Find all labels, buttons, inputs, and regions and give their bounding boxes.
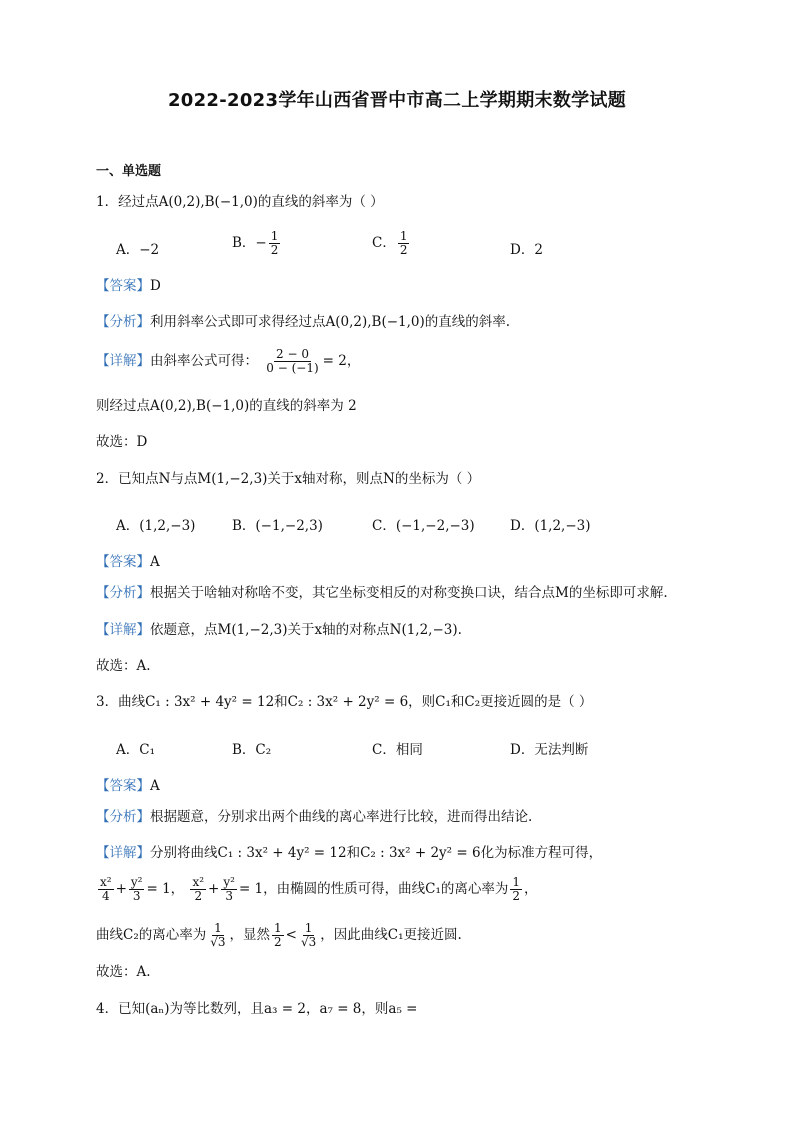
q3-detail-2: $\frac{\text{x²}}{4}$ + $\frac{\text{y²}}{3}$ = 1， $\frac{\text{x²}}{2}$ + $\frac{\text{y²}}{3}$ = 1，由椭圆的性质可得，曲线C₁的离心率为 $\frac{1}{2}$ ，	[100, 875, 538, 903]
q3-answer: 【答案】A	[96, 778, 160, 794]
q1-choose: 故选：D	[96, 434, 148, 450]
q2-option-c: C．(−1,−2,−3)	[372, 518, 475, 534]
q2-option-d: D．(1,2,−3)	[510, 518, 591, 534]
q1-option-a: A．−2	[116, 242, 160, 258]
q2-choose: 故选：A.	[96, 658, 151, 674]
q3-detail-3: 曲线C₂的离心率为 $\frac{1}{√3}$ ，显然 $\frac{1}{2}$ < $\frac{1}{√3}$ ，因此曲线C₁更接近圆.	[96, 921, 462, 949]
question-3-stem: 3．曲线C₁ : 3x² + 4y² = 12和C₂ : 3x² + 2y² = 6，则C₁和C₂更接近圆的是（ ）	[96, 694, 593, 710]
q1-answer: 【答案】D	[96, 278, 161, 294]
q1-option-d: D．2	[510, 242, 543, 258]
section-heading: 一、单选题	[96, 164, 162, 179]
q1-detail: 【详解】由斜率公式可得： $\frac{2 - 0}{0 - (-1)}$ = 2，	[96, 347, 361, 375]
question-2-stem: 2．已知点N与点M(1,−2,3)关于x轴对称，则点N的坐标为（ ）	[96, 471, 481, 487]
q1-option-b: B．− $\frac{1}{2}$	[232, 229, 279, 257]
q2-option-a: A．(1,2,−3)	[116, 518, 196, 534]
q2-analysis: 【分析】根据关于啥轴对称啥不变，其它坐标变相反的对称变换口诀，结合点M的坐标即可求解.	[96, 585, 668, 601]
q3-detail-1: 【详解】分别将曲线C₁ : 3x² + 4y² = 12和C₂ : 3x² + 2y² = 6化为标准方程可得，	[96, 845, 603, 861]
q2-answer: 【答案】A	[96, 554, 160, 570]
q3-analysis: 【分析】根据题意，分别求出两个曲线的离心率进行比较，进而得出结论.	[96, 809, 533, 825]
page-title: 2022-2023学年山西省晋中市高二上学期期末数学试题	[167, 90, 627, 111]
question-1-stem: 1．经过点A(0,2),B(−1,0)的直线的斜率为（ ）	[96, 194, 384, 210]
q2-option-b: B．(−1,−2,3)	[232, 518, 323, 534]
q3-choose: 故选：A.	[96, 964, 151, 980]
q3-option-a: A．C₁	[116, 742, 155, 758]
q3-option-d: D．无法判断	[510, 742, 589, 758]
q2-detail: 【详解】依题意，点M(1,−2,3)关于x轴的对称点N(1,2,−3).	[96, 622, 462, 638]
question-4-stem: 4．已知(aₙ)为等比数列，且a₃ = 2，a₇ = 8，则a₅ =	[96, 1001, 418, 1017]
q1-option-c: C． $\frac{1}{2}$	[372, 229, 408, 257]
q1-analysis: 【分析】利用斜率公式即可求得经过点A(0,2),B(−1,0)的直线的斜率.	[96, 314, 511, 330]
q3-option-c: C．相同	[372, 742, 423, 758]
q1-conclusion: 则经过点A(0,2),B(−1,0)的直线的斜率为 2	[96, 398, 357, 414]
q3-option-b: B．C₂	[232, 742, 272, 758]
